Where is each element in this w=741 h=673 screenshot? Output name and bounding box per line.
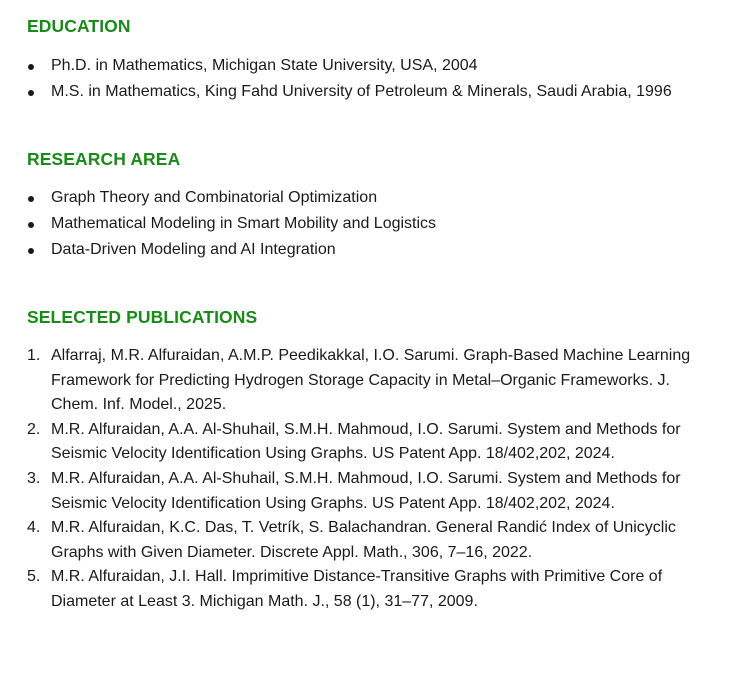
bullet-icon [28,196,34,202]
publication-number: 2. [27,420,41,438]
publication-item [27,565,691,614]
research-item-text: Mathematical Modeling in Smart Mobility and Logistics [51,215,437,232]
publication-text: M.R. Alfuraidan, K.C. Das, T. Vetrík, S. Balachandran. General Randić Index of Unicyclic Graphs with Given Diameter. Discrete Appl. Math., 306, 7–16, 2022. [51,519,676,561]
research-area-heading: RESEARCH AREA [27,149,181,169]
bullet-icon [28,64,34,70]
publication-text: M.R. Alfuraidan, A.A. Al-Shuhail, S.M.H. Mahmoud, I.O. Sarumi. System and Methods for Seismic Velocity Identification Using Graphs. US Patent App. 18/402,202, 2024. [51,420,681,463]
education-item-text: Ph.D. in Mathematics, Michigan State University, USA, 2004 [51,57,478,74]
publication-number: 3. [27,469,41,487]
research-item-text: Graph Theory and Combinatorial Optimization [51,189,378,206]
publication-item [27,516,691,565]
list-item [27,237,727,263]
publication-text: M.R. Alfuraidan, J.I. Hall. Imprimitive Distance-Transitive Graphs with Primitive Core of Diameter at Least 3. Michigan Math. J., 58 (1), 31–77, 2009. [51,568,663,610]
document-page [27,14,727,615]
list-item [27,53,727,79]
publication-text: Alfarraj, M.R. Alfuraidan, A.M.P. Peedikakkal, I.O. Sarumi. Graph-Based Machine Learning Framework for Predicting Hydrogen Storage Capacity in Metal–Organic Frameworks. J. Chem. Inf. Model., 2025. [51,347,691,414]
publication-item [27,344,691,418]
publication-number: 1. [27,347,41,364]
research-item-text: Data-Driven Modeling and AI Integration [51,241,336,258]
publication-text: M.R. Alfuraidan, A.A. Al-Shuhail, S.M.H. Mahmoud, I.O. Sarumi. System and Methods for Seismic Velocity Identification Using Graphs. US Patent App. 18/402,202, 2024. [51,469,681,512]
list-item [27,211,727,237]
research-area-list [27,185,727,263]
bullet-icon [28,222,34,228]
publication-number: 5. [27,568,41,586]
publication-number: 4. [27,519,41,537]
publication-item [27,418,691,467]
publication-item [27,467,691,516]
list-item [27,185,727,211]
list-item [27,79,727,105]
publications-list [27,344,727,615]
selected-publications-heading: SELECTED PUBLICATIONS [27,307,258,327]
education-list [27,53,727,105]
bullet-icon [28,90,34,96]
bullet-icon [28,248,34,254]
education-heading: EDUCATION [27,16,131,36]
education-item-text: M.S. in Mathematics, King Fahd University of Petroleum & Minerals, Saudi Arabia, 1996 [51,83,672,100]
